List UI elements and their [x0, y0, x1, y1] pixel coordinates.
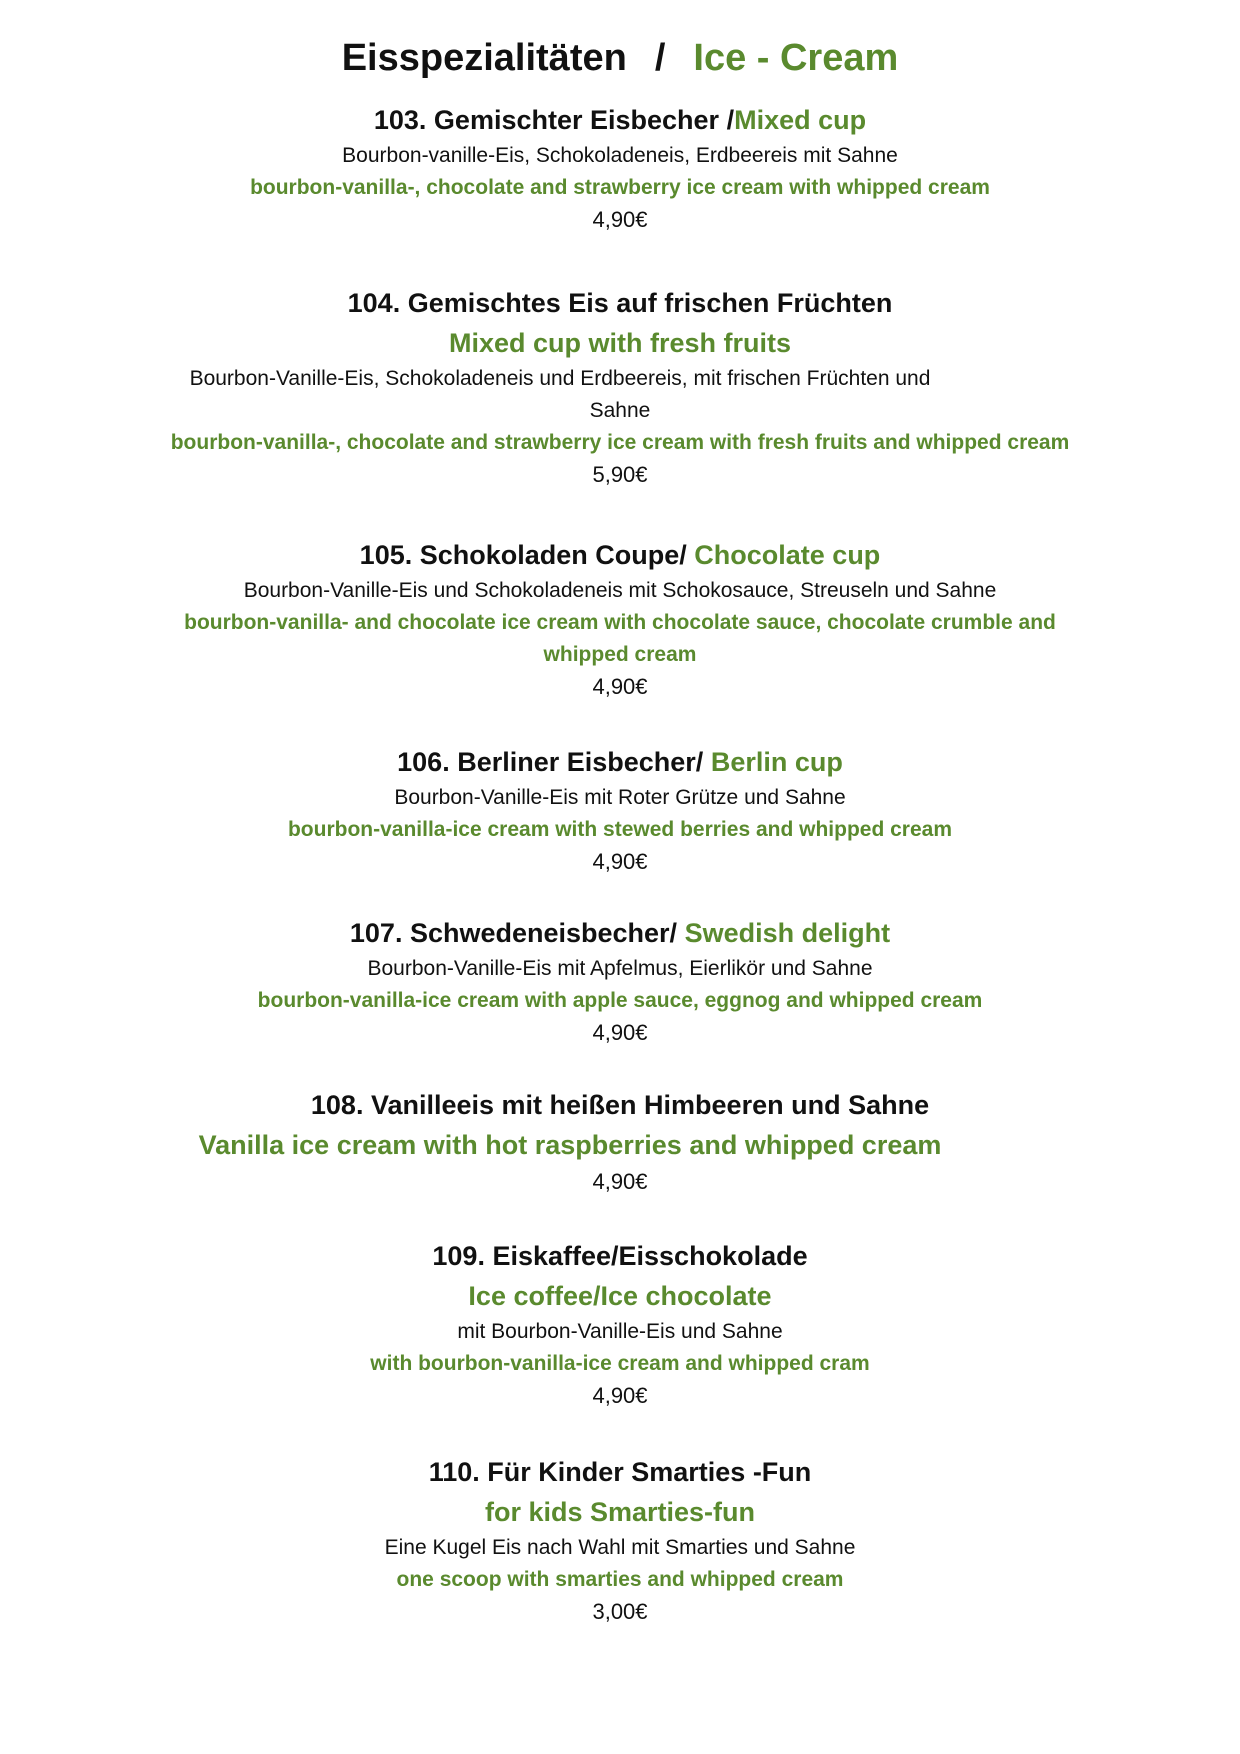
menu-item-108-price: [0, 1166, 1240, 1198]
menu-item-106: [0, 742, 1240, 878]
item-heading-german: 104. Gemischtes Eis auf frischen Früchten: [347, 288, 893, 318]
item-heading-german: 105. Schokoladen Coupe/: [359, 540, 687, 570]
item-heading-german: 110. Für Kinder Smarties -Fun: [428, 1457, 812, 1487]
menu-item-110: [0, 1452, 1240, 1628]
page-title: [0, 30, 1240, 86]
item-heading-english: Vanilla ice cream with hot raspberries and whipped cream: [198, 1130, 942, 1160]
item-heading: [0, 913, 1240, 953]
item-heading-english: Mixed cup with fresh fruits: [448, 328, 792, 358]
item-description-english: bourbon-vanilla-ice cream with apple sauce, eggnog and whipped cream: [257, 989, 983, 1012]
title-german: Eisspezialitäten: [341, 37, 627, 79]
menu-item-103: [0, 100, 1240, 236]
item-description-english: bourbon-vanilla-, chocolate and strawberry ice cream with fresh fruits and whipped cream: [170, 431, 1070, 454]
title-english: Ice - Cream: [693, 37, 899, 79]
item-description-german: Bourbon-Vanille-Eis und Schokoladeneis mit Schokosauce, Streuseln und Sahne: [243, 579, 997, 602]
item-heading-english: Ice coffee/Ice chocolate: [468, 1281, 772, 1311]
item-heading-german: 108. Vanilleeis mit heißen Himbeeren und Sahne: [310, 1090, 930, 1120]
item-heading-english: Berlin cup: [710, 747, 843, 777]
menu-item-108-english: [190, 1125, 950, 1165]
item-price: 4,90€: [592, 674, 648, 699]
item-heading-german: 103. Gemischter Eisbecher /: [373, 105, 735, 135]
item-description-english-line1: bourbon-vanilla- and chocolate ice cream with chocolate sauce, chocolate crumble and: [184, 611, 1056, 634]
menu-item-105: [0, 535, 1240, 703]
item-heading-german: 109. Eiskaffee/Eisschokolade: [432, 1241, 808, 1271]
item-description-german: mit Bourbon-Vanille-Eis und Sahne: [457, 1320, 783, 1343]
item-heading-german: 106. Berliner Eisbecher/: [397, 747, 704, 777]
item-heading: [0, 535, 1240, 575]
item-description-english: bourbon-vanilla-ice cream with stewed berries and whipped cream: [287, 818, 952, 841]
menu-item-104: [0, 283, 1240, 363]
menu-item-107: [0, 913, 1240, 1049]
item-description-german: Bourbon-vanille-Eis, Schokoladeneis, Erdbeereis mit Sahne: [342, 144, 898, 167]
item-heading-english: Mixed cup: [734, 105, 867, 135]
item-price: 5,90€: [592, 462, 648, 487]
item-description-german: Bourbon-Vanille-Eis mit Apfelmus, Eierlikör und Sahne: [367, 957, 873, 980]
item-description-german-line2: Sahne: [589, 399, 651, 422]
item-description-english: with bourbon-vanilla-ice cream and whipped cram: [370, 1352, 870, 1375]
title-separator: /: [654, 37, 666, 79]
menu-item-109: [0, 1236, 1240, 1412]
menu-item-104-description: [0, 363, 1240, 491]
item-heading: [0, 742, 1240, 782]
item-price: 4,90€: [592, 1020, 648, 1045]
item-price: 4,90€: [592, 1383, 648, 1408]
item-description-english: one scoop with smarties and whipped cream: [396, 1568, 844, 1591]
menu-item-108: [0, 1085, 1240, 1125]
item-description-english-line2: whipped cream: [543, 643, 697, 666]
item-description-german-line1: Bourbon-Vanille-Eis, Schokoladeneis und Erdbeereis, mit frischen Früchten und: [189, 367, 931, 390]
item-price: 4,90€: [592, 849, 648, 874]
item-description-german: Eine Kugel Eis nach Wahl mit Smarties und Sahne: [384, 1536, 856, 1559]
item-heading-english: Chocolate cup: [694, 540, 881, 570]
item-heading: [0, 100, 1240, 140]
item-heading-english: for kids Smarties-fun: [484, 1497, 756, 1527]
item-heading-german: 107. Schwedeneisbecher/: [349, 918, 678, 948]
item-description-english: bourbon-vanilla-, chocolate and strawberry ice cream with whipped cream: [250, 176, 990, 199]
item-heading-english: Swedish delight: [684, 918, 891, 948]
item-description-german: Bourbon-Vanille-Eis mit Roter Grütze und Sahne: [394, 786, 846, 809]
item-price: 3,00€: [592, 1599, 648, 1624]
item-price: 4,90€: [592, 207, 648, 232]
item-price: 4,90€: [592, 1169, 648, 1194]
